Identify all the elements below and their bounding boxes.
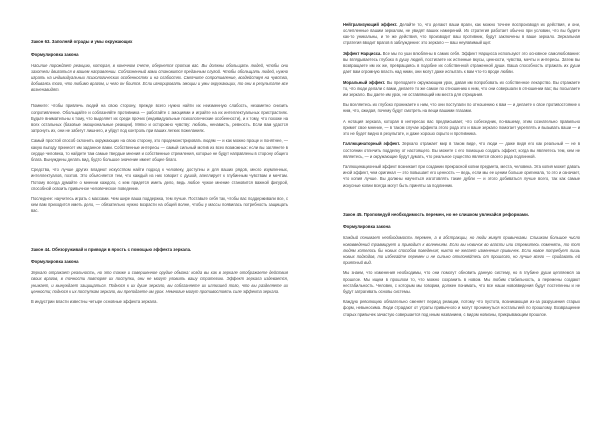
effect-text: Зеркало отражает мир в таком виде, что люди — даже видя его как реальный — не в состоянии отличить подделку от настоящего. Вы можете с его помощью создать эффект, когда вы являетесь тем, кем не являетесь, — и окружающие будут думать, что реальное существо является своего рода подлинной. bbox=[343, 141, 580, 159]
paragraph: Последнее: научитесь играть с массами. Чем шире ваша поддержка, тем лучше. Поставьте себя так, чтобы вас поддерживали все, с кем вам приходится иметь дело, — обязательно нужно возрасти на общей волне, чтобы у массы появилась потребность защищать вас. bbox=[31, 196, 288, 214]
effect-text: Делайте то, что делают ваши враги, как можно точнее воспроизводя их действия, и они, ослепленные вашим зеркалом, не увидят ваших намерений. Их стратегия работает обычно при условии, что вы будете как-то уникальны, и те же действия, что производит ваш противник, будут заключены в ваше зеркало. Зеркальная стратегия вводит врагов в заблуждение: это зеркало — ваш неуязвимый щит. bbox=[343, 22, 580, 46]
effect-text: Вы преподаете окружающим урок, давая им попробовать их собственное лекарство. Вы отражаете то, что люди делали с вами, делаете то же самое по отношению к ним, что они совершали в отношении вас; вы посылаете им зеркало. Вы даете им урок, не оставляющий им места для отрицания. bbox=[343, 79, 580, 97]
paragraph: Мы знаем, что изменения необходимы, что они помогут обновить данную систему, но в глубине души цепляемся за прошлое. Мы ищем в прошлом то, что можно сохранить в новом. Мы любим стабильность, а перемены создают нестабильность. Человек, с которым мы говорим, должен понимать, что все наши нововведения будут постепенны и не будут затрагивать основы системы. bbox=[343, 270, 580, 294]
section-title: Закон 63. Заполняй ограды и умы окружающих bbox=[31, 39, 133, 44]
paragraph: Галлюцинационный эффект возникает при создании прекрасной копии предмета, места, человека. Эта копия может давать иной эффект, чем оригинал — это повышает его ценность — ведь, если мы ее ценим больше оригинала, то это и означает, что копия лучше. Вы должны научиться изготовлять такие дубли — и этого добиваться лучше всего, так как самые искусные копии всегда могут быть приняты за подлинник. bbox=[343, 164, 580, 188]
formulation-text: Зеркало отражает реальность, но это также и совершенное орудие обмана: когда вы как в зеркале отображаете действия своих врагов, в точности повторяя их поступки, они не могут уловить вашу стратегию. Эффект зеркала издевается, унижает, и вынуждает защищаться. Поднося к их душе зеркало, вы соблазняете их иллюзией того, что вы разделяете их ценности; поднося к их поступкам зеркало, вы преподаете им урок. Немногие могут противостоять силе эффекта зеркала. bbox=[31, 270, 288, 294]
effect-lead: Эффект Нарцисса. bbox=[343, 50, 382, 56]
effect-text: Все мы по уши влюблены в самих себя. Эффект Нарцисса используют это основное самолюбование: вы вглядываетесь глубоко в душу людей, постигаете их истинные вкусы, ценности, чувства, мечты и интересы. Затем вы возвращаете им их же, превращаясь в подобие их собственной отраженной души. Ваша способность отражать их души дает вам огромную власть над ними, они могут даже испытать к вам что-то вроде любви. bbox=[343, 50, 580, 75]
section-law-45 bbox=[343, 212, 580, 318]
formulation-text: Каждый понимает необходимость перемен, а в абстракции, но люди живут привычками. Слишком большое число нововведений травмирует и приводит к волнениям. Если вы новичок во власти или стремитесь поменять, то тот людям хотелось бы новых способов поведения; никто не желает изменения привычек. Если новое потребует лишь новых подходов, то избегайте перемен и не сильно отклоняйтесь от прошлого, но лучше всего — придавать ей приятный вид. bbox=[343, 235, 580, 266]
formulation-heading: Формулировка закона bbox=[31, 259, 79, 265]
paragraph: Помните: чтобы привлечь людей на свою сторону, прежде всего нужно найти их неизменную слабость, незаметно снизить сопротивление. Обольщайте и соблазняйте противника — работайте с эмоциями и играйте на их интеллектуальных пристрастиях. Будьте внимательны к тому, что выделяет их среди прочих (индивидуальные психологические особенности), и к тому, что похоже на всех остальных (базовые эмоциональные реакции). Мягко и осторожно чувству: любовь, ненависть, ревность. Если вам удастся затронуть их, они не забегут лишнего, и уйдут под контроль при ваших легких пожеланиях. bbox=[31, 103, 288, 134]
effect-paragraph bbox=[343, 80, 580, 98]
mirror-effects bbox=[343, 22, 580, 189]
spacer bbox=[343, 193, 580, 212]
paragraph: Каждую революцию обязательно сменяет период реакции, потому что пустота, возникающая из-за разрушения старых форм, невыносима. Люди страдают от утраты привычного и могут проникнуться ностальгией по прошлому. Возвращение старых привычек зачастую совершается под иным названием, с видом новизны, прикрывающим прошлое. bbox=[343, 299, 580, 317]
effect-paragraph bbox=[343, 22, 580, 47]
formulation-heading: Формулировка закона bbox=[31, 51, 79, 57]
right-page bbox=[300, 0, 600, 424]
formulation-text: Насилие порождает реакцию, которая, в конечном счете, обернется против вас. Вы должны обольщать людей, чтобы они захотели двигаться в вашем направлении. Соблазненный вами становится преданным слугой. Чтобы обольщать людей, нужно играть на индивидуальных психологических особенностях и на слабостях. Смягчите сопротивление, воздействуя на чувства, добиваясь того, что любимо врагом, и чего он боится. Если игнорировать эмоции и умы окружающих, то они в результате все возненавидят. bbox=[31, 62, 288, 93]
paragraph: Вы вселяетесь их глубоко проникаете к ним, что они поступали по отношению к вам — и делаете к свое противостояние к ним, что, ожидая, почему будут смотреть на вещи вашими глазами. bbox=[343, 102, 580, 114]
paragraph: А нотация зеркала, которая в интересах вас предписывает, что собеседник, по-вашему, этим сознательно правильно примет свое мнение, — в таком случае эффекта этого рода это и ваше зеркало помогает укреплять и вызывать ваши — и это не будет видно в результате, и даже хорошо скрыто и противника. bbox=[343, 118, 580, 137]
paragraph: В индустрии власти известны четыре основные эффекта зеркала. bbox=[31, 299, 158, 305]
paragraph: Средства, что лучше других владеют искусством найти подход к человеку, доступны и для ваших рядов, много изумленных, интеллектуалов, поэтов. Это объясняется тем, что каждый из них говорит с душой, апеллирует к глубинным чувствам и мечтам. Потому всегда думайте о мнении каждого, с кем придется иметь дело, ведь любое чужое мнение становится важной фигурой, способной освоить привычное человеческое поведение. bbox=[31, 167, 288, 191]
effect-lead: Галлюцинаторный эффект. bbox=[343, 141, 400, 147]
effect-lead: Нейтрализующий эффект. bbox=[343, 22, 398, 27]
spacer bbox=[31, 219, 288, 247]
section-title: Закон 45. Проповедуй необходимость перемен, но не слишком увлекайся реформами. bbox=[343, 211, 529, 217]
paragraph: Самый простой способ склонить окружающих на свою сторону, это продемонстрировать людям — и как можно проще и понятнее, — какую выгоду принесет им заданное вами. Собственные интересы — самый сильный мотив из всех возможных: если вы заглянете в сердце человека, то найдете там самые твердые мнения и собственные стремления, которые не будут направлены в сторону общего блага. Вынуждены делать вид, будто большое значение имеет общее благо. bbox=[31, 138, 288, 162]
section-law-44 bbox=[31, 247, 288, 305]
section-title: Закон 44. Обезоруживай и приводи в ярость с помощью эффекта зеркала. bbox=[31, 246, 192, 252]
section-law-63 bbox=[31, 39, 288, 215]
effect-lead: Моральный эффект. bbox=[343, 79, 386, 85]
formulation-heading: Формулировка закона bbox=[343, 224, 391, 230]
effect-paragraph bbox=[343, 141, 580, 159]
effect-paragraph bbox=[343, 51, 580, 76]
